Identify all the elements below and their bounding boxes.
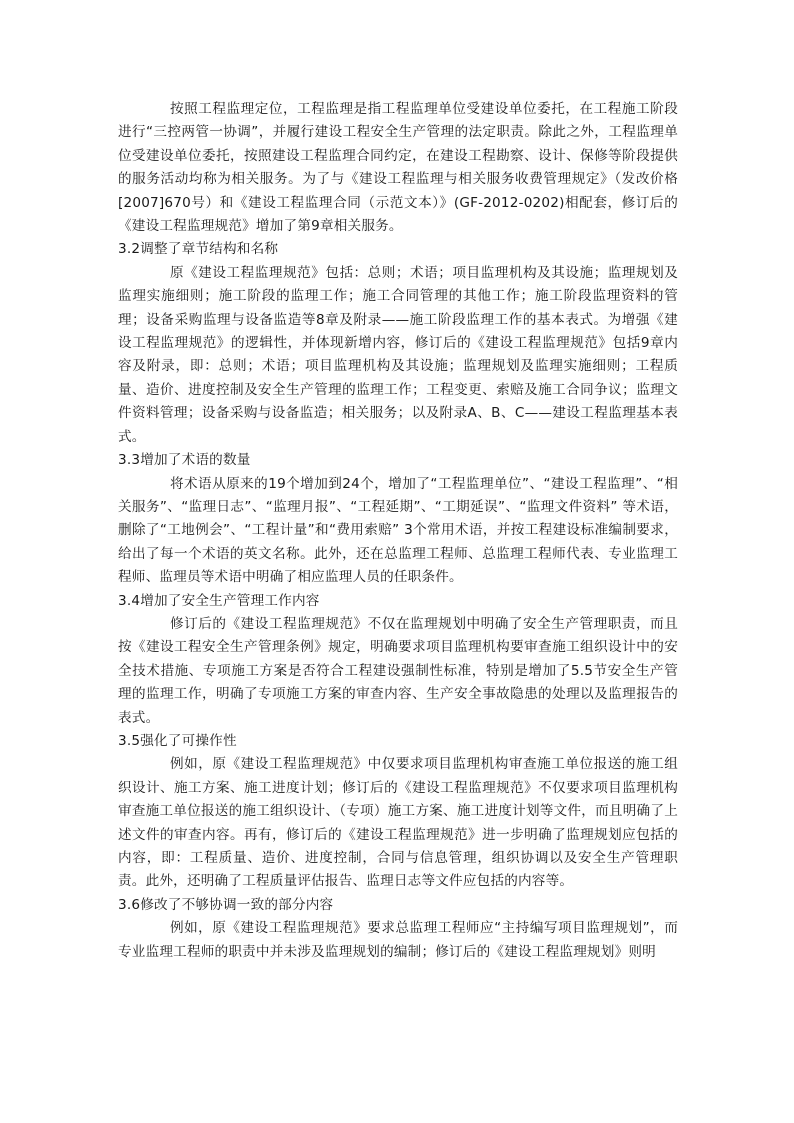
section-heading: 3.2调整了章节结构和名称 [118, 241, 279, 258]
body-paragraph: 将术语从原来的19个增加到24个，增加了“工程监理单位”、“建设工程监理”、“相关服务”、“监理日志”、“监理月报”、“工程延期”、“工期延误”、“监理文件资料” 等术语，删除了“工地例会”、“工程计量”和“费用索赔” 3个常用术语，并按工程建设标准编制要求，给出了每一个术语的英文名称。此外，还在总监理工程师、总监理工程师代表、专业监理工程师、监理员等术语中明确了相应监理人员的任职条件。 [118, 475, 678, 586]
document-page [118, 98, 678, 964]
section-heading: 3.5强化了可操作性 [118, 732, 237, 749]
section-heading: 3.3增加了术语的数量 [118, 452, 251, 469]
body-paragraph: 例如，原《建设工程监理规范》要求总监理工程师应“主持编写项目监理规划”，而专业监理工程师的职责中并未涉及监理规划的编制；修订后的《建设工程监理规划》则明 [118, 920, 678, 960]
body-paragraph: 原《建设工程监理规范》包括：总则；术语；项目监理机构及其设施；监理规划及监理实施细则；施工阶段的监理工作；施工合同管理的其他工作；施工阶段监理资料的管理；设备采购监理与设备监造等8章及附录——施工阶段监理工作的基本表式。为增强《建设工程监理规范》的逻辑性，并体现新增内容，修订后的《建设工程监理规范》包括9章内容及附录，即：总则；术语；项目监理机构及其设施；监理规划及监理实施细则；工程质量、造价、进度控制及安全生产管理的监理工作；工程变更、索赔及施工合同争议；监理文件资料管理；设备采购与设备监造；相关服务；以及附录A、B、C——建设工程监理基本表式。 [118, 264, 678, 445]
body-paragraph: 例如，原《建设工程监理规范》中仅要求项目监理机构审查施工单位报送的施工组织设计、施工方案、施工进度计划；修订后的《建设工程监理规范》不仅要求项目监理机构审查施工单位报送的施工组织设计、（专项）施工方案、施工进度计划等文件，而且明确了上述文件的审查内容。再有，修订后的《建设工程监理规范》进一步明确了监理规划应包括的内容，即：工程质量、造价、进度控制，合同与信息管理，组织协调以及安全生产管理职责。此外，还明确了工程质量评估报告、监理日志等文件应包括的内容等。 [118, 756, 678, 890]
section-heading: 3.4增加了安全生产管理工作内容 [118, 592, 320, 609]
body-paragraph: 修订后的《建设工程监理规范》不仅在监理规划中明确了安全生产管理职责，而且按《建设工程安全生产管理条例》规定，明确要求项目监理机构要审查施工组织设计中的安全技术措施、专项施工方案是否符合工程建设强制性标准，特别是增加了5.5节安全生产管理的监理工作，明确了专项施工方案的审查内容、生产安全事故隐患的处理以及监理报告的表式。 [118, 615, 678, 726]
body-paragraph: 按照工程监理定位，工程监理是指工程监理单位受建设单位委托，在工程施工阶段进行“三控两管一协调”，并履行建设工程安全生产管理的法定职责。除此之外，工程监理单位受建设单位委托，按照建设工程监理合同约定，在建设工程勘察、设计、保修等阶段提供的服务活动均称为相关服务。为了与《建设工程监理与相关服务收费管理规定》（发改价格[2007]670号）和《建设工程监理合同（示范文本）》(GF-2012-0202)相配套，修订后的《建设工程监理规范》增加了第9章相关服务。 [118, 101, 678, 235]
section-heading: 3.6修改了不够协调一致的部分内容 [118, 896, 334, 913]
